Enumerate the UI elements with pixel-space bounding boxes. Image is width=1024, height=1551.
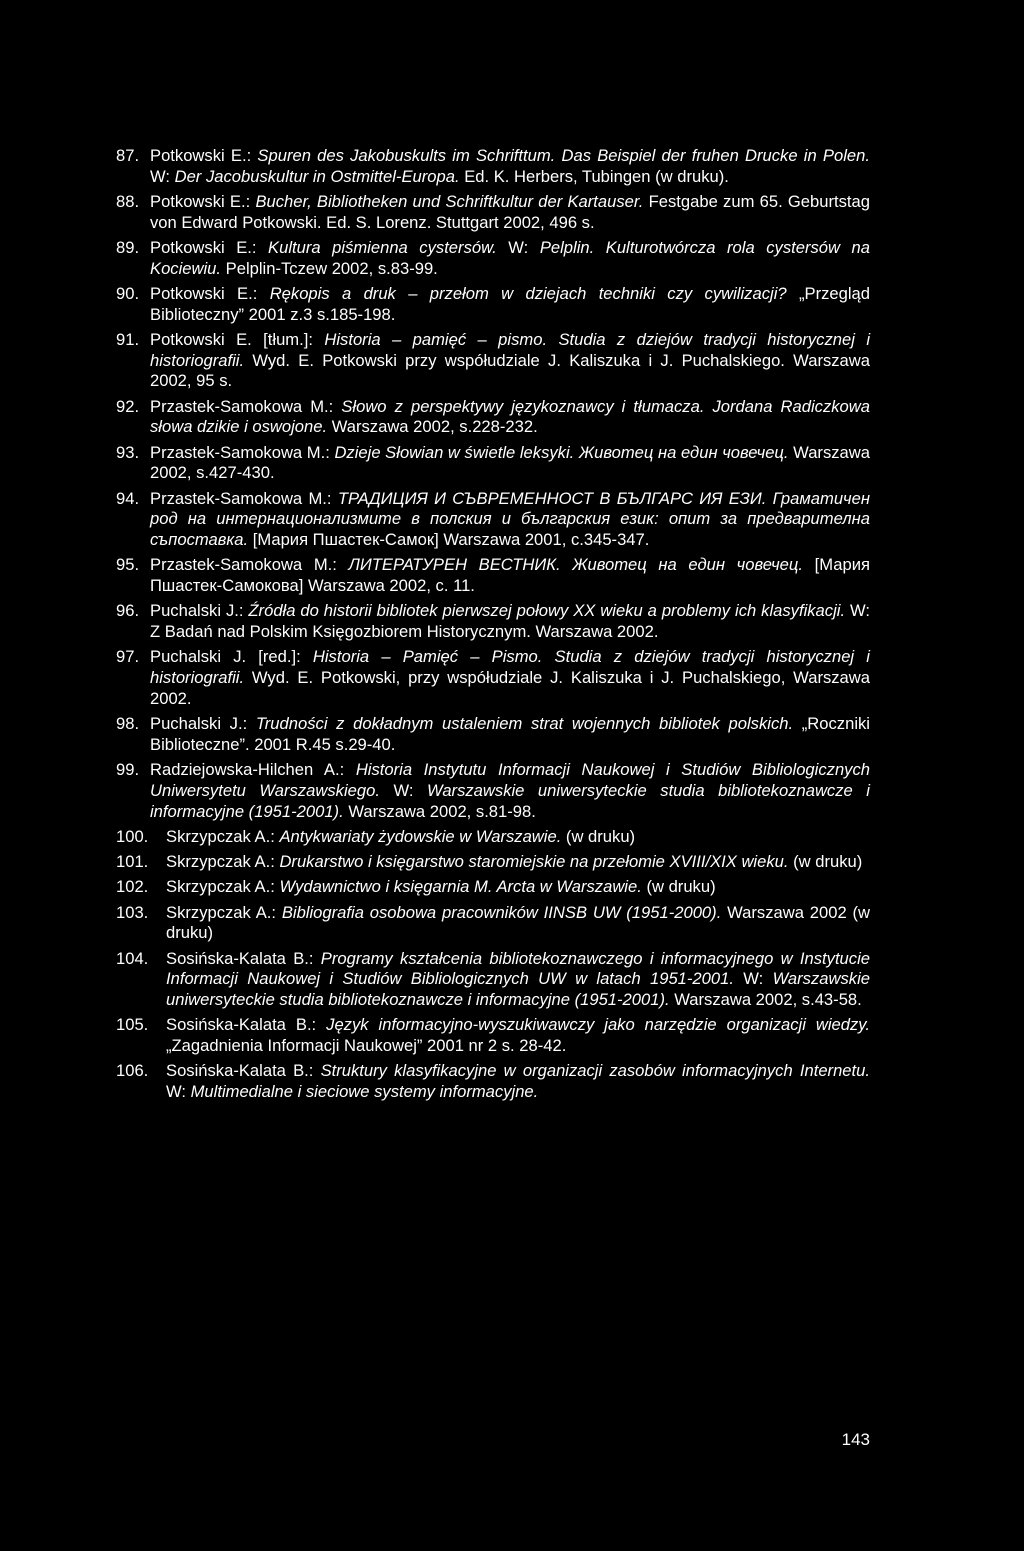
entry-number: 96.: [116, 601, 140, 621]
entry-number: 100.: [116, 826, 149, 846]
bibliography-entry: [116, 601, 870, 642]
entry-text: Przastek-Samokowa M.: Dzieje Słowian w świetle leksyki. Животец на един човечец. Warszawa 2002, s.427-430.: [150, 442, 870, 483]
entry-number: 97.: [116, 647, 140, 667]
bibliography-entry: [116, 903, 870, 944]
bibliography-entry: [116, 192, 870, 233]
entry-text: Skrzypczak A.: Wydawnictwo i księgarnia M. Arcta w Warszawie. (w druku): [166, 877, 716, 897]
bibliography-entry: [116, 146, 870, 187]
entry-number: 104.: [116, 948, 149, 968]
entry-text: Przastek-Samokowa M.: ТРАДИЦИЯ И СЪВРЕМЕННОСТ В БЪЛГАРС ИЯ ЕЗИ. Граматичен род на интернационализмите в полския и българския език: опит за предварителна съпоставка. [Мария Пшастек-Самок] Warszawa 2001, с.345-347.: [150, 488, 870, 550]
bibliography-entry: [116, 443, 870, 484]
entry-text: Puchalski J.: Źródła do historii bibliotek pierwszej połowy XX wieku a problemy ich klasyfikacji. W: Z Badań nad Polskim Księgozbiorem Historycznym. Warszawa 2002.: [150, 601, 870, 642]
bibliography-entry: [116, 647, 870, 709]
entry-text: Sosińska-Kalata B.: Programy kształcenia bibliotekoznawczego i informacyjnego w Instytucie Informacji Naukowej i Studiów Bibliologicznych UW w latach 1951-2001. W: Warszawskie uniwersyteckie studia bibliotekoznawcze i informacyjne (1951-2001). Warszawa 2002, s.43-58.: [166, 948, 871, 1010]
bibliography-entry: [116, 330, 870, 392]
entry-number: 105.: [116, 1015, 149, 1035]
bibliography-entry: [116, 555, 870, 596]
bibliography-entry: [116, 284, 870, 325]
entry-number: 106.: [116, 1061, 149, 1081]
entry-text: Skrzypczak A.: Antykwariaty żydowskie w Warszawie. (w druku): [166, 826, 636, 846]
entry-number: 103.: [116, 902, 149, 922]
bibliography-list: [116, 146, 870, 1107]
entry-text: Puchalski J.: Trudności z dokładnym ustaleniem strat wojennych bibliotek polskich. „Roczniki Biblioteczne”. 2001 R.45 s.29-40.: [150, 714, 870, 754]
entry-text: Radziejowska-Hilchen A.: Historia Instytutu Informacji Naukowej i Studiów Bibliologicznych Uniwersytetu Warszawskiego. W: Warszawskie uniwersyteckie studia bibliotekoznawcze i informacyjne (1951-2001). Warszawa 2002, s.81-98.: [150, 760, 870, 821]
entry-number: 92.: [116, 396, 140, 416]
entry-text: Potkowski E.: Rękopis a druk – przełom w dziejach techniki czy cywilizacji? „Przegląd Biblioteczny” 2001 z.3 s.185-198.: [150, 284, 870, 324]
entry-number: 93.: [116, 442, 140, 462]
entry-number: 88.: [116, 192, 140, 211]
bibliography-entry: [116, 949, 870, 1011]
entry-number: 95.: [116, 555, 140, 575]
entry-number: 94.: [116, 488, 140, 508]
entry-number: 99.: [116, 760, 140, 780]
entry-text: Sosińska-Kalata B.: Struktury klasyfikacyjne w organizacji zasobów informacyjnych Internetu. W: Multimedialne i sieciowe systemy informacyjne.: [166, 1061, 870, 1102]
bibliography-entry: [116, 1061, 870, 1102]
bibliography-entry: [116, 760, 870, 822]
bibliography-entry: [116, 714, 870, 755]
entry-number: 91.: [116, 330, 140, 349]
entry-number: 89.: [116, 238, 140, 257]
entry-number: 98.: [116, 714, 140, 734]
bibliography-entry: [116, 877, 870, 898]
bibliography-entry: [116, 1015, 870, 1056]
entry-text: Potkowski E.: Spuren des Jakobuskults im Schrifttum. Das Beispiel der fruhen Drucke in Polen. W: Der Jacobuskultur in Ostmittel-Europa. Ed. K. Herbers, Tubingen (w druku).: [150, 146, 870, 186]
bibliography-entry: [116, 852, 870, 873]
entry-number: 102.: [116, 877, 149, 897]
entry-text: Przastek-Samokowa M.: Słowo z perspektywy językoznawcy i tłumacza. Jordana Radiczkowa słowa dzikie i oswojone. Warszawa 2002, s.228-232.: [150, 396, 870, 437]
bibliography-entry: [116, 489, 870, 551]
entry-text: Sosińska-Kalata B.: Język informacyjno-wyszukiwawczy jako narzędzie organizacji wiedzy. „Zagadnienia Informacji Naukowej” 2001 nr 2 s. 28-42.: [166, 1015, 870, 1056]
entry-text: Potkowski E. [tłum.]: Historia – pamięć – pismo. Studia z dziejów tradycji historycznej i historiografii. Wyd. E. Potkowski przy współudziale J. Kaliszuka i J. Puchalskiego. Warszawa 2002, 95 s.: [150, 330, 871, 391]
entry-text: Puchalski J. [red.]: Historia – Pamięć – Pismo. Studia z dziejów tradycji historycznej i historiografii. Wyd. E. Potkowski, przy współudziale J. Kaliszuka i J. Puchalskiego, Warszawa 2002.: [150, 647, 870, 708]
entry-number: 87.: [116, 146, 140, 165]
entry-text: Skrzypczak A.: Bibliografia osobowa pracowników IINSB UW (1951-2000). Warszawa 2002 (w druku): [166, 902, 870, 943]
entry-text: Skrzypczak A.: Drukarstwo i księgarstwo staromiejskie na przełomie XVIII/XIX wieku. (w druku): [166, 852, 863, 872]
entry-text: Potkowski E.: Bucher, Bibliotheken und Schriftkultur der Kartauser. Festgabe zum 65. Geburtstag von Edward Potkowski. Ed. S. Lorenz. Stuttgart 2002, 496 s.: [150, 192, 870, 232]
entry-text: Potkowski E.: Kultura piśmienna cystersów. W: Pelplin. Kulturotwórcza rola cystersów na Kociewiu. Pelplin-Tczew 2002, s.83-99.: [150, 238, 870, 278]
bibliography-entry: [116, 238, 870, 279]
page-number: 143: [841, 1430, 870, 1449]
entry-number: 90.: [116, 284, 140, 303]
entry-number: 101.: [116, 852, 149, 872]
bibliography-entry: [116, 397, 870, 438]
bibliography-entry: [116, 827, 870, 848]
entry-text: Przastek-Samokowa M.: ЛИТЕРАТУРЕН ВЕСТНИК. Животец на един човечец. [Мария Пшастек-Самокова] Warszawa 2002, с. 11.: [150, 555, 870, 596]
